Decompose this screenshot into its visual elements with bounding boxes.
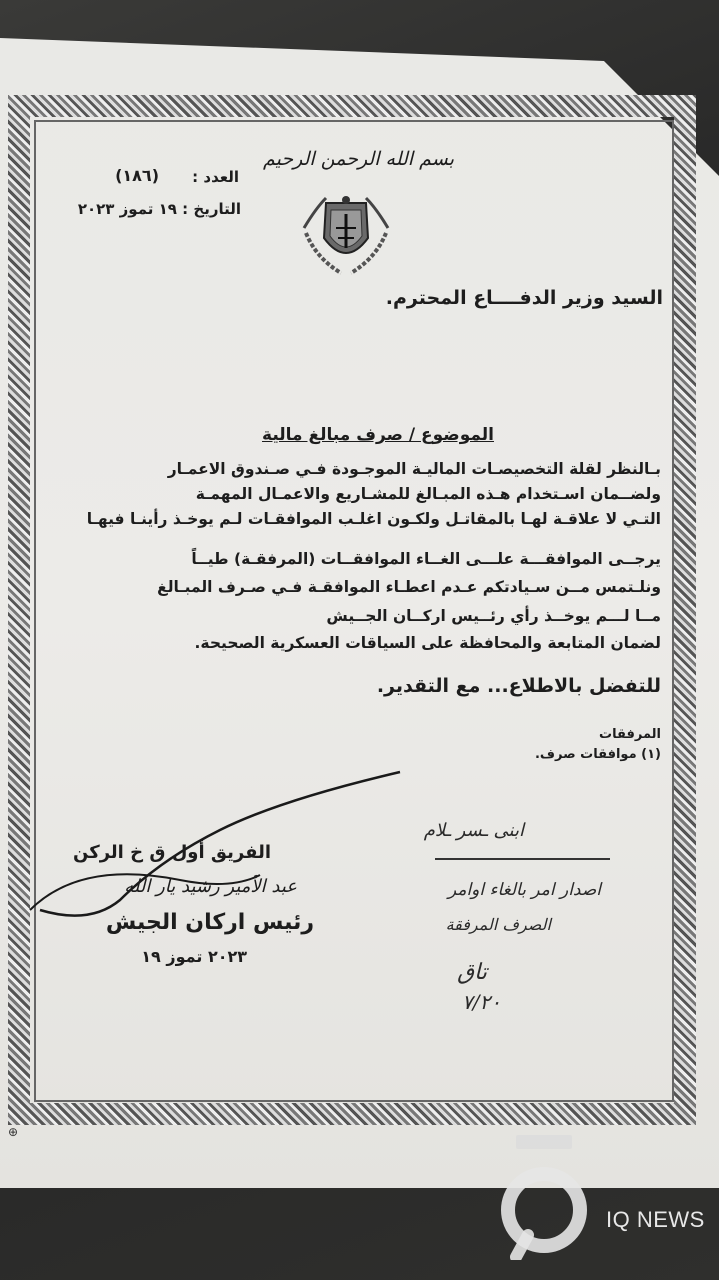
handwritten-initial: تاق (457, 960, 487, 985)
body-line: ولضــمان اسـتخدام هـذه المبـالغ للمشـاريع والاعمـال المهمـة (195, 485, 661, 503)
signatory-name: عبد الأمير رشيد يار الله (124, 876, 297, 897)
signatory-rank: الفريق أول ق خ الركن (73, 842, 271, 863)
document-number-value: (١٨٦) (115, 166, 159, 185)
iq-news-logo-icon (498, 1135, 590, 1260)
attachments-heading: المرفقات (599, 727, 661, 742)
body-line: لضمان المتابعة والمحافظة على السياقات العسكرية الصحيحة. (194, 634, 661, 652)
signatory-title: رئيس اركان الجيش (105, 910, 314, 935)
body-line: مــا لـــم يوخــذ رأي رئــيس اركــان الجــيش (326, 607, 661, 625)
document-date: التاريخ : ١٩ تموز ٢٠٢٣ (77, 200, 241, 218)
body-line: يرجــى الموافقـــة علـــى الغــاء الموافقــات (المرفقـة) طيــاً (191, 550, 661, 568)
body-line: التـي لا علاقـة لهـا بالمقاتـل ولكـون اغلـب الموافقـات لـم يوخـذ رأينـا فيهـا (86, 510, 661, 528)
basmala-header: بسم الله الرحمن الرحيم (263, 148, 454, 170)
handwritten-note-line: الصرف المرفقة (445, 915, 551, 934)
handwritten-underline (435, 858, 610, 860)
subject-line: الموضوع / صرف مبالغ مالية (262, 425, 494, 445)
addressee-line: السيد وزير الدفــــاع المحترم. (385, 287, 663, 309)
army-emblem-icon (296, 188, 396, 278)
attachment-item: (١) موافقات صرف. (534, 747, 661, 762)
body-line: بـالنظر لقلة التخصيصـات الماليـة الموجـودة فـي صـندوق الاعمـار (167, 460, 661, 478)
corner-mark-icon: ⊕ (8, 1125, 19, 1139)
body-line: ونلـتمس مــن سـيادتكم عـدم اعطـاء الموافقـة فـي صـرف المبـالغ (157, 578, 661, 596)
document-number-label: العدد : (192, 168, 239, 186)
handwritten-date: ٧/٢٠ (462, 990, 501, 1014)
signature-date: ٢٠٢٣ تموز ١٩ (141, 947, 247, 966)
closing-line: للتفضل بالاطلاع... مع التقدير. (376, 675, 661, 697)
brand-wordmark: IQ NEWS (606, 1207, 705, 1232)
handwritten-note-line: اصدار امر بالغاء اوامر (447, 880, 601, 900)
handwritten-greeting: ابنى ـسر ـلام (423, 820, 524, 841)
